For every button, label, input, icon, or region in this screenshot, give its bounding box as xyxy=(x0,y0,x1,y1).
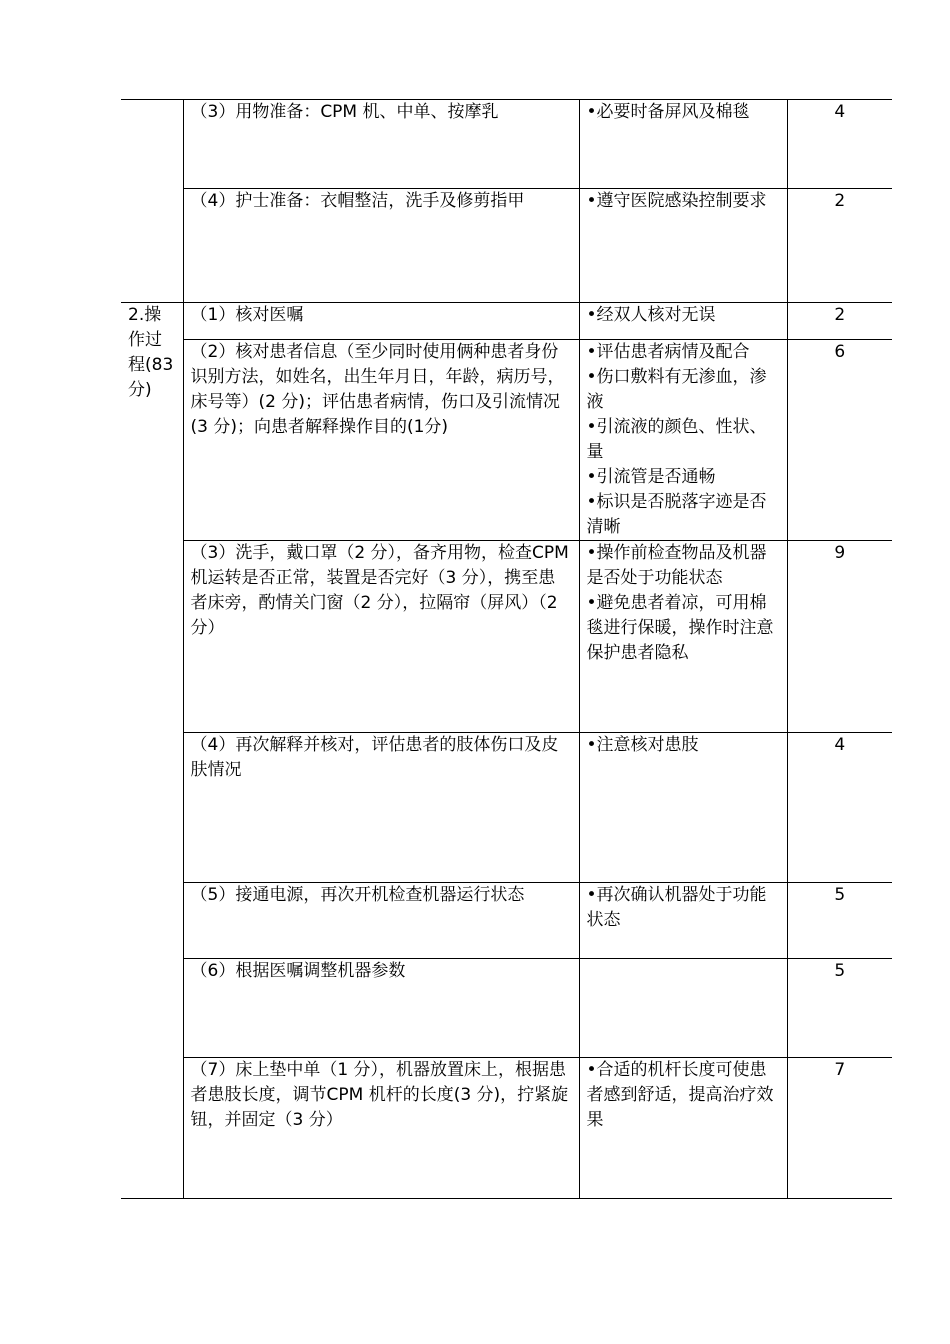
step-cell: （3）用物准备：CPM 机、中单、按摩乳 xyxy=(183,100,579,189)
note-line: •评估患者病情及配合 xyxy=(586,342,750,362)
step-cell: （3）洗手，戴口罩（2 分），备齐用物，检查CPM 机运转是否正常，装置是否完好（3 分），携至患者床旁，酌情关门窗（2 分），拉隔帘（屏风）（2 分） xyxy=(183,541,579,733)
score-cell: 5 xyxy=(787,883,892,959)
table-row xyxy=(121,189,892,303)
note-line: •标识是否脱落字迹是否清晰 xyxy=(586,492,767,537)
note-cell xyxy=(579,189,787,303)
note-line: •再次确认机器处于功能状态 xyxy=(586,885,767,930)
note-cell xyxy=(579,883,787,959)
note-cell xyxy=(579,959,787,1058)
step-cell: （2）核对患者信息（至少同时使用俩种患者身份识别方法，如姓名，出生年月日，年龄，病历号，床号等）(2 分)；评估患者病情，伤口及引流情况(3 分)；向患者解释操作目的(1分) xyxy=(183,340,579,541)
score-cell: 4 xyxy=(787,733,892,883)
note-cell xyxy=(579,303,787,340)
note-cell xyxy=(579,1058,787,1199)
note-line: •经双人核对无误 xyxy=(586,305,716,325)
note-line: •操作前检查物品及机器是否处于功能状态 xyxy=(586,543,767,588)
score-cell: 6 xyxy=(787,340,892,541)
section-cell: 2.操作过程(83分) xyxy=(121,303,183,1199)
score-cell: 2 xyxy=(787,303,892,340)
step-cell: （7）床上垫中单（1 分），机器放置床上，根据患者患肢长度，调节CPM 机杆的长度(3 分)，拧紧旋钮，并固定（3 分） xyxy=(183,1058,579,1199)
step-cell: （4）再次解释并核对，评估患者的肢体伤口及皮肤情况 xyxy=(183,733,579,883)
step-cell: （1）核对医嘱 xyxy=(183,303,579,340)
note-cell xyxy=(579,340,787,541)
step-cell: （6）根据医嘱调整机器参数 xyxy=(183,959,579,1058)
note-line: •引流液的颜色、性状、量 xyxy=(586,417,767,462)
table-row xyxy=(121,733,892,883)
note-cell xyxy=(579,733,787,883)
procedure-table xyxy=(121,99,892,1199)
note-line: •遵守医院感染控制要求 xyxy=(586,191,767,211)
table-row xyxy=(121,883,892,959)
score-cell: 9 xyxy=(787,541,892,733)
section-cell xyxy=(121,100,183,303)
table-row xyxy=(121,100,892,189)
step-cell: （4）护士准备：衣帽整洁，洗手及修剪指甲 xyxy=(183,189,579,303)
step-cell: （5）接通电源，再次开机检查机器运行状态 xyxy=(183,883,579,959)
score-cell: 2 xyxy=(787,189,892,303)
note-cell xyxy=(579,541,787,733)
score-cell: 5 xyxy=(787,959,892,1058)
table-row xyxy=(121,303,892,340)
note-line: •注意核对患肢 xyxy=(586,735,699,755)
note-cell xyxy=(579,100,787,189)
table-row xyxy=(121,1058,892,1199)
table-row xyxy=(121,959,892,1058)
note-line: •合适的机杆长度可使患者感到舒适，提高治疗效果 xyxy=(586,1060,774,1130)
note-line: •必要时备屏风及棉毯 xyxy=(586,102,750,122)
score-cell: 4 xyxy=(787,100,892,189)
note-line: •伤口敷料有无渗血，渗液 xyxy=(586,367,767,412)
note-line: •引流管是否通畅 xyxy=(586,467,716,487)
table-row xyxy=(121,541,892,733)
table-row xyxy=(121,340,892,541)
score-cell: 7 xyxy=(787,1058,892,1199)
note-line: •避免患者着凉，可用棉毯进行保暖，操作时注意保护患者隐私 xyxy=(586,593,774,663)
